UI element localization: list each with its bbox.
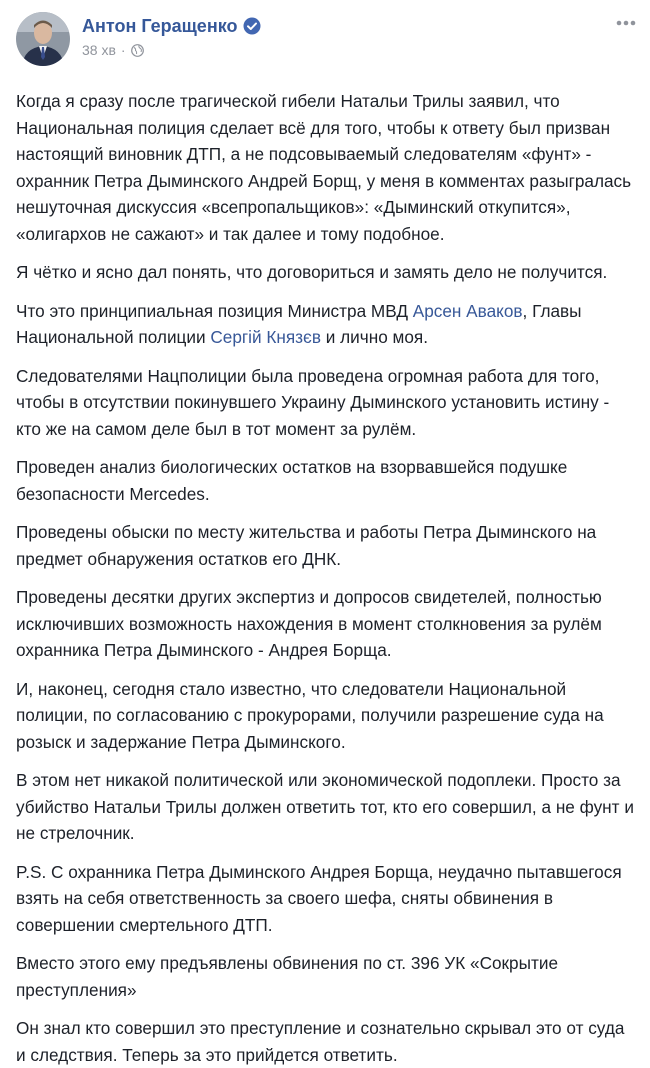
- post-paragraph: Он знал кто совершил это преступление и сознательно скрывал это от суда и следствия. Теперь за это прийдется ответить.: [16, 1018, 625, 1065]
- post-subtitle: [82, 42, 261, 58]
- post-body: [16, 88, 634, 1068]
- post-paragraph: Вместо этого ему предъявлены обвинения по ст. 396 УК «Сокрытие преступления»: [16, 953, 558, 1000]
- post-paragraph: Когда я сразу после трагической гибели Натальи Трилы заявил, что Национальная полиция сделает всё для того, чтобы к ответу был призван настоящий виновник ДТП, а не подсовываемый следователям «фунт» - охранник Петра Дыминского Андрей Борщ, у меня в комментах разыгралась нешуточная дискуссия «всепропальщиков»: «Дыминский откупится», «олигархов не сажают» и так далее и тому подобное.: [16, 91, 632, 244]
- avatar-image: [16, 12, 70, 66]
- verified-badge-icon: [243, 17, 261, 35]
- post-paragraph: Проведены десятки других экспертиз и допросов свидетелей, полностью исключивших возможность нахождения в момент столкновения за рулём охранника Петра Дыминского - Андрея Борща.: [16, 587, 602, 660]
- meta-separator: ·: [120, 42, 126, 58]
- post-paragraph: Проведены обыски по месту жительства и работы Петра Дыминского на предмет обнаружения остатков его ДНК.: [16, 522, 597, 569]
- post-paragraph: В этом нет никакой политической или экономической подоплеки. Просто за убийство Натальи Трилы должен ответить тот, кто его совершил, а не фунт и не стрелочник.: [16, 770, 634, 843]
- post-timestamp[interactable]: 38 хв: [82, 42, 116, 58]
- author-row: [82, 14, 261, 38]
- paragraph-text: Что это принципиальная позиция Министра МВД: [16, 300, 413, 321]
- post-paragraph: И, наконец, сегодня стало известно, что следователи Национальной полиции, по согласованию с прокурорами, получили разрешение суда на розыск и задержание Петра Дыминского.: [16, 678, 604, 752]
- mention-link-knyazev[interactable]: Сергій Князєв: [210, 327, 321, 347]
- globe-icon[interactable]: [131, 44, 144, 57]
- mention-link-avakov[interactable]: Арсен Аваков: [412, 300, 523, 321]
- more-options-icon[interactable]: [616, 14, 636, 22]
- author-name[interactable]: Антон Геращенко: [82, 15, 238, 36]
- post-paragraph: Следователями Нацполиции была проведена огромная работа для того, чтобы в отсутствии покинувшего Украину Дыминского установить истину - кто же на самом деле был в тот момент за рулём.: [16, 365, 610, 439]
- post-meta: [82, 12, 261, 58]
- paragraph-text: и лично моя.: [320, 327, 428, 347]
- post-paragraph: [16, 298, 634, 351]
- paragraph-text: , Главы Национальной полиции: [16, 300, 582, 347]
- avatar[interactable]: [16, 12, 70, 66]
- post-paragraph: P.S. С охранника Петра Дыминского Андрея Борща, неудачно пытавшегося взять на себя ответственность за своего шефа, сняты обвинения в совершении смертельного ДТП.: [16, 861, 622, 935]
- post-paragraph: Я чётко и ясно дал понять, что договориться и замять дело не получится.: [16, 262, 608, 282]
- post-header: [16, 12, 634, 78]
- post-paragraph: Проведен анализ биологических остатков на взорвавшейся подушке безопасности Mercedes.: [16, 457, 568, 504]
